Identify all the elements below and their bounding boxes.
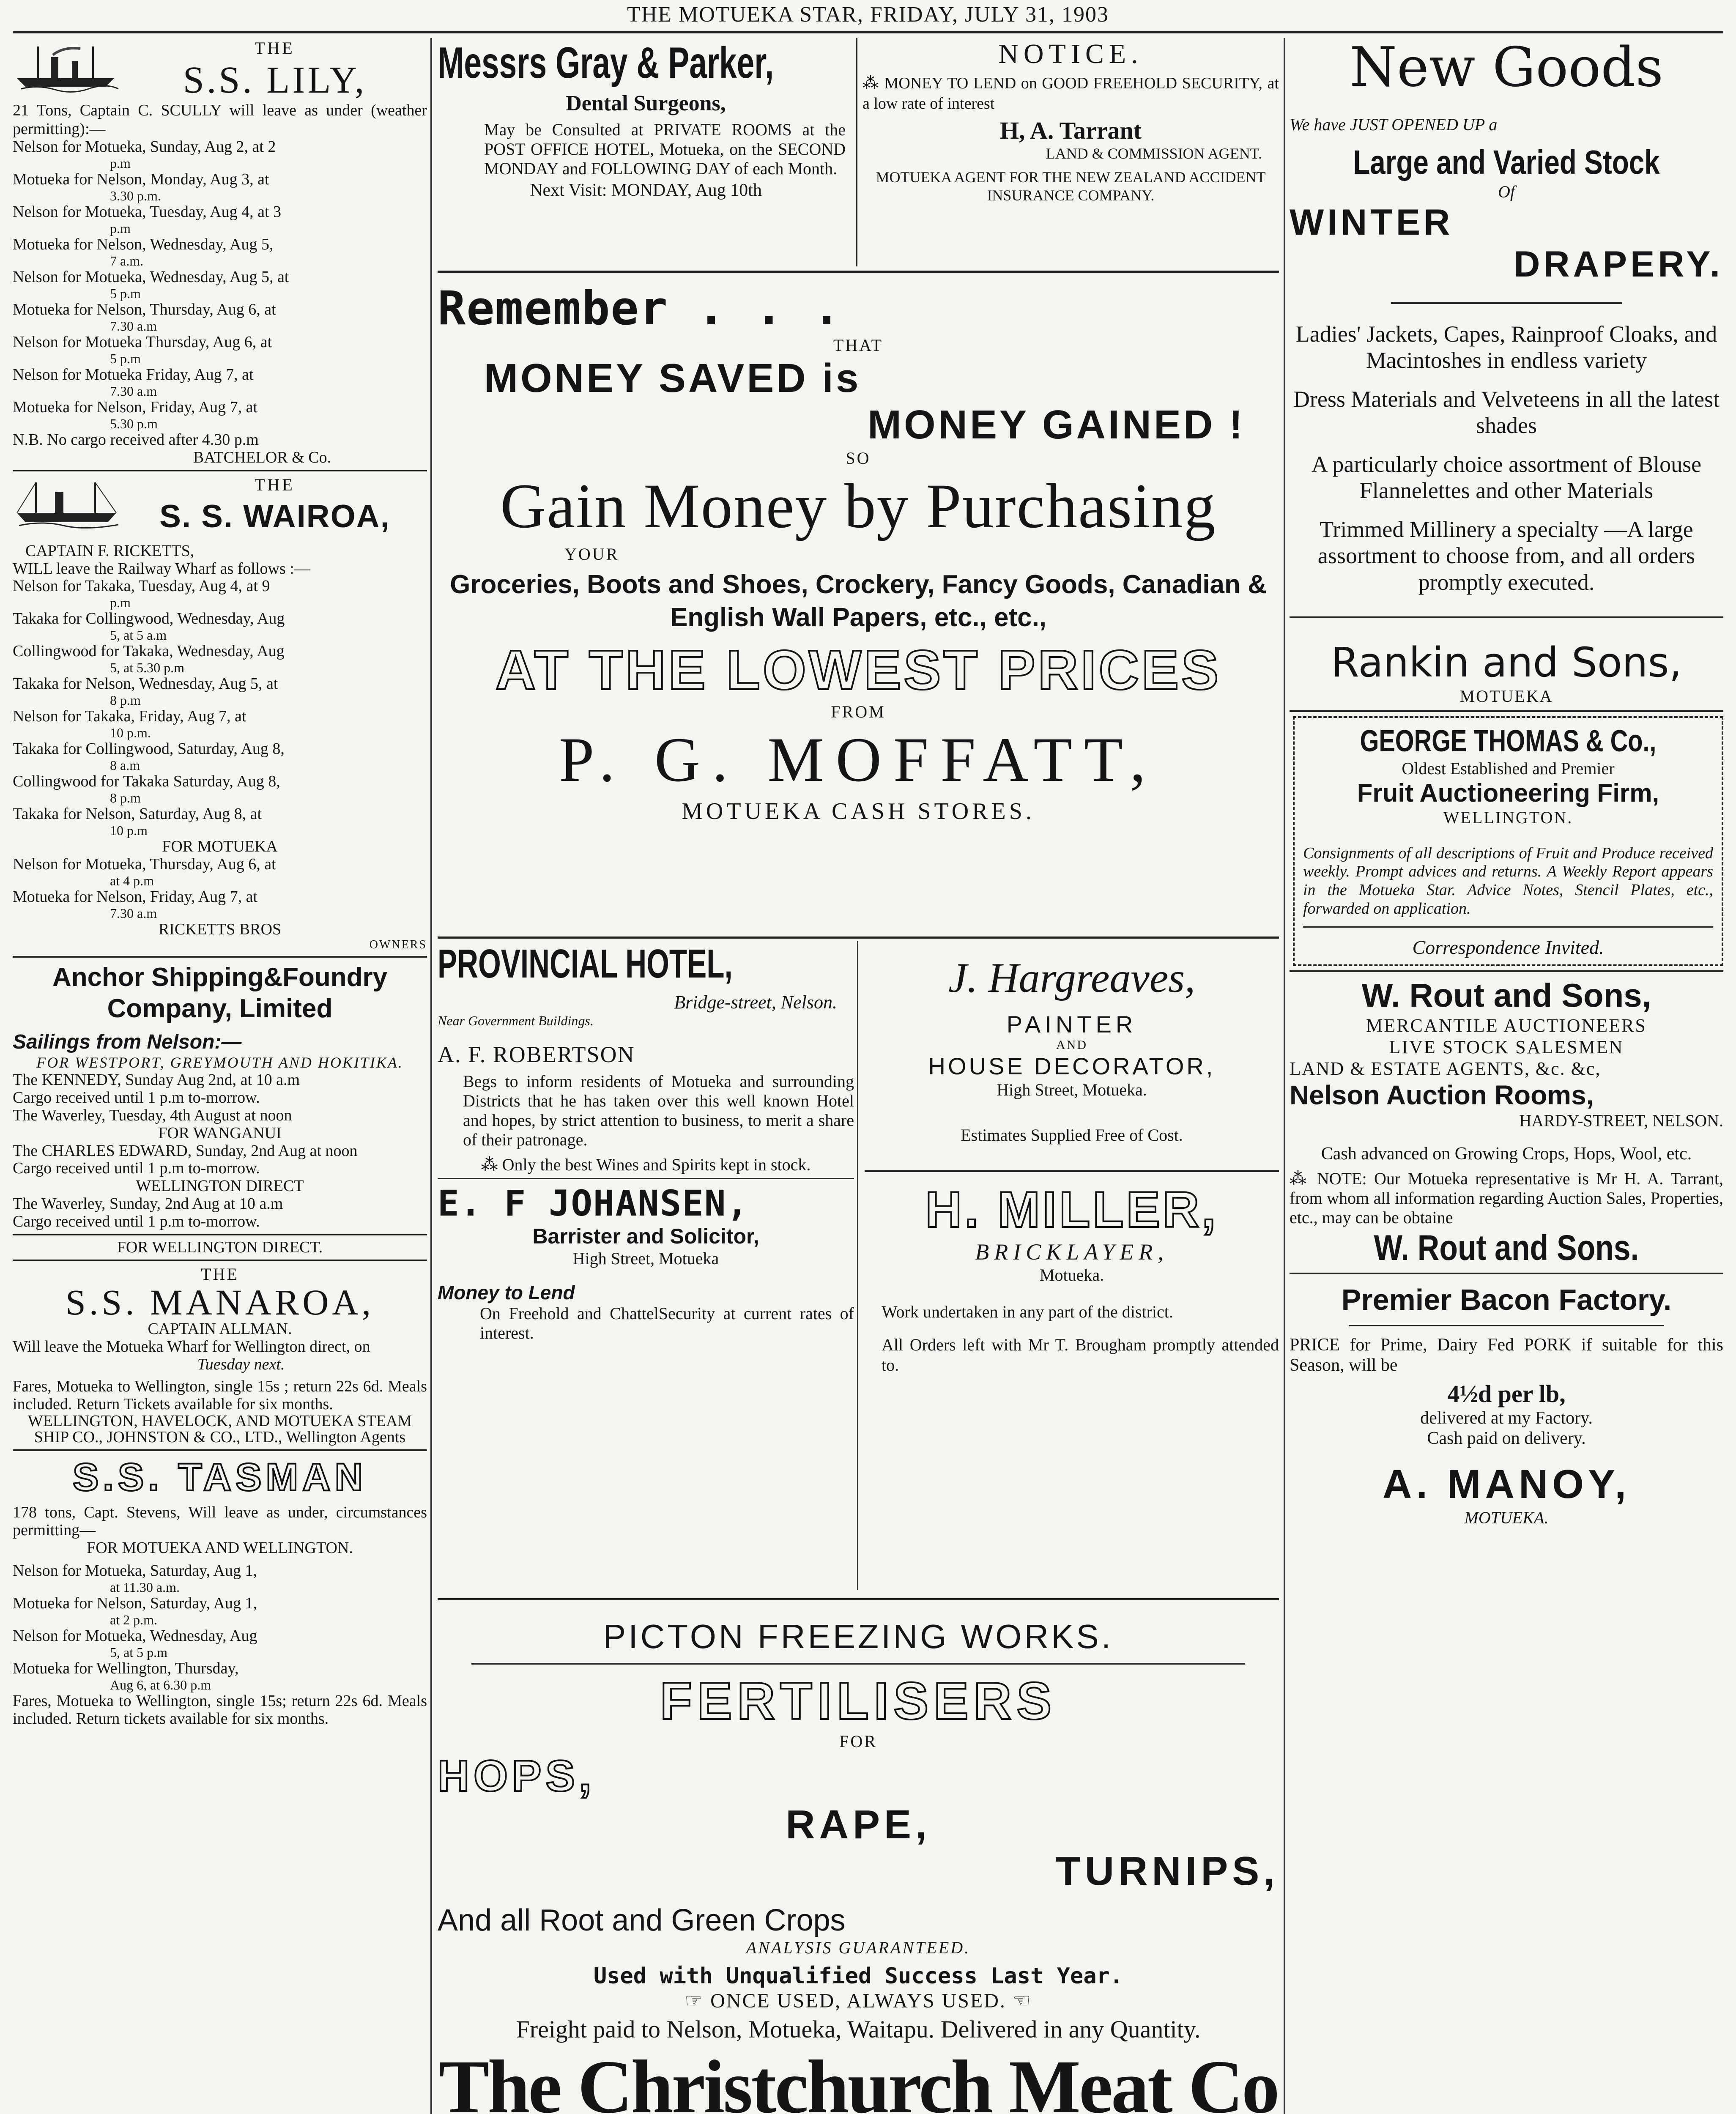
moffatt-that: THAT xyxy=(833,336,884,355)
timetable-route: Collingwood for Takaka, Wednesday, Aug xyxy=(13,642,285,660)
moffatt-your: YOUR xyxy=(564,545,619,564)
moffatt-gain: Gain Money by Purchasing xyxy=(500,471,1216,541)
timetable-time: 5 p.m xyxy=(110,351,141,367)
pointing-hand-right-icon: ☞ xyxy=(685,1990,704,2012)
timetable-time: p.m xyxy=(110,595,131,611)
wairoa-timetable xyxy=(13,578,427,838)
pointing-hand-left-icon: ☜ xyxy=(1012,1990,1032,2012)
timetable-time: 8 a.m xyxy=(110,758,140,773)
moffatt-saved: MONEY SAVED is xyxy=(484,356,861,401)
picton-used: Used with Unqualified Success Last Year. xyxy=(593,1963,1123,1989)
timetable-row xyxy=(13,708,427,740)
manaroa-text: Will leave the Motueka Wharf for Wellington direct, on xyxy=(13,1338,370,1356)
rout-l2: LIVE STOCK SALESMEN xyxy=(1389,1037,1624,1058)
rout-title: W. Rout and Sons, xyxy=(1361,977,1651,1014)
hargreaves-name: J. Hargreaves, xyxy=(948,954,1196,1001)
tasman-timetable xyxy=(13,1562,427,1692)
hargreaves-estimates: Estimates Supplied Free of Cost. xyxy=(961,1125,1183,1145)
divider xyxy=(13,1260,427,1261)
hargreaves-and: AND xyxy=(1056,1038,1087,1052)
rout-cash: Cash advanced on Growing Crops, Hops, Wool, etc. xyxy=(1321,1144,1692,1164)
timetable-time: 8 p.m xyxy=(110,693,141,708)
timetable-route: Nelson for Motueka, Wednesday, Aug 5, at xyxy=(13,268,289,286)
shipping-column xyxy=(13,38,427,2114)
moffatt-lowest: AT THE LOWEST PRICES xyxy=(495,639,1221,701)
thomas-city: WELLINGTON. xyxy=(1443,808,1573,827)
divider xyxy=(1303,926,1713,928)
picton-turnips: TURNIPS, xyxy=(1055,1848,1279,1894)
moffatt-remember: Remember . . . xyxy=(438,281,842,335)
picton-analysis: ANALYSIS GUARANTEED. xyxy=(746,1938,971,1957)
anchor-sailings-list xyxy=(13,1071,427,1124)
goods-title: New Goods xyxy=(1350,38,1663,99)
manaroa-fares: Fares, Motueka to Wellington, single 15s ; return 22s 6d. Meals included. Return Tickets available for six months. xyxy=(13,1377,427,1413)
timetable-row xyxy=(13,1562,427,1595)
left-mid-ads xyxy=(438,941,854,1596)
timetable-row xyxy=(13,171,427,203)
goods-drapery: DRAPERY. xyxy=(1514,244,1723,285)
anchor-title: Anchor Shipping&Foundry Company, Limited xyxy=(52,962,388,1024)
anchor-wanganui: FOR WANGANUI xyxy=(158,1124,282,1142)
timetable-time: 7.30 a.m xyxy=(110,318,157,334)
divider xyxy=(1290,710,1723,712)
timetable-time: 5 p.m xyxy=(110,286,141,301)
timetable-route: Nelson for Motueka, Saturday, Aug 1, xyxy=(13,1561,257,1580)
new-goods-ad xyxy=(1290,38,1723,706)
provincial-owner: A. F. ROBERTSON xyxy=(438,1042,635,1067)
timetable-row xyxy=(13,675,427,708)
timetable-time: 7.30 a.m xyxy=(110,905,157,921)
column-rule-2 xyxy=(1284,38,1285,2114)
timetable-route: Nelson for Motueka, Wednesday, Aug xyxy=(13,1627,257,1645)
manaroa-day: Tuesday next. xyxy=(197,1355,285,1373)
divider xyxy=(1290,616,1723,618)
timetable-route: Motueka for Wellington, Thursday, xyxy=(13,1659,239,1677)
timetable-route: Motueka for Nelson, Wednesday, Aug 5, xyxy=(13,235,274,254)
picton-root: And all Root and Green Crops xyxy=(438,1903,846,1937)
rout-and-sons-ad xyxy=(1290,976,1723,1268)
timetable-row xyxy=(13,578,427,610)
lily-ad xyxy=(13,38,427,467)
timetable-row xyxy=(13,399,427,431)
rout-signature: W. Rout and Sons. xyxy=(1374,1227,1639,1268)
timetable-route: Takaka for Collingwood, Wednesday, Aug xyxy=(13,610,285,628)
timetable-time: 5, at 5 p.m xyxy=(110,1644,167,1660)
timetable-route: Nelson for Motueka, Tuesday, Aug 4, at 3 xyxy=(13,203,282,221)
picton-freezing-ad xyxy=(438,1598,1279,2114)
timetable-route: Motueka for Nelson, Thursday, Aug 6, at xyxy=(13,301,276,319)
johansen-street: High Street, Motueka xyxy=(572,1249,719,1268)
bacon-cash: Cash paid on delivery. xyxy=(1427,1429,1586,1449)
moffatt-name: P. G. MOFFATT, xyxy=(559,725,1158,795)
picton-once: ONCE USED, ALWAYS USED. xyxy=(710,1990,1006,2012)
timetable-route: Collingwood for Takaka Saturday, Aug 8, xyxy=(13,772,280,791)
timetable-row xyxy=(13,268,427,301)
notice-title: NOTICE. xyxy=(998,38,1143,69)
lily-agent: BATCHELOR & Co. xyxy=(193,449,331,467)
rout-l3: LAND & ESTATE AGENTS, &c. &c, xyxy=(1290,1058,1601,1079)
johansen-role: Barrister and Solicitor, xyxy=(532,1224,759,1248)
anchor-wellington: WELLINGTON DIRECT xyxy=(136,1177,304,1195)
hargreaves-decorator: HOUSE DECORATOR, xyxy=(928,1053,1216,1079)
wairoa-the: THE xyxy=(255,475,295,494)
timetable-row xyxy=(13,334,427,366)
timetable-time: 3.30 p.m. xyxy=(110,188,161,204)
timetable-time: 5, at 5 a.m xyxy=(110,627,167,643)
timetable-time: p.m xyxy=(110,156,131,171)
johansen-body: On Freehold and ChattelSecurity at current rates of interest. xyxy=(480,1304,854,1342)
lily-timetable xyxy=(13,138,427,431)
thomas-correspondence: Correspondence Invited. xyxy=(1412,937,1604,958)
thomas-sub: Oldest Established and Premier xyxy=(1402,759,1615,778)
timetable-row xyxy=(13,856,427,888)
provincial-title: PROVINCIAL HOTEL, xyxy=(438,941,733,986)
timetable-line: The KENNEDY, Sunday Aug 2nd, at 10 a.m xyxy=(13,1071,300,1089)
steamship-illustration-icon xyxy=(13,42,123,93)
miller-work: Work undertaken in any part of the district. xyxy=(882,1302,1173,1321)
goods-stock: Large and Varied Stock xyxy=(1353,143,1660,181)
timetable-line: The CHARLES EDWARD, Sunday, 2nd Aug at noon xyxy=(13,1142,358,1160)
dental-next-visit: Next Visit: MONDAY, Aug 10th xyxy=(530,181,762,200)
george-thomas-ad xyxy=(1293,716,1723,967)
timetable-row xyxy=(13,1595,427,1627)
goods-opened: We have JUST OPENED UP a xyxy=(1290,115,1498,134)
provincial-body: Begs to inform residents of Motueka and surrounding Districts that he has taken over this well known Hotel and hopes, by strict attention to business, to merit a share of their patronage. xyxy=(463,1072,854,1149)
manaroa-company: WELLINGTON, HAVELOCK, AND MOTUEKA STEAM SHIP CO., JOHNSTON & CO., LTD., Wellington Agents xyxy=(27,1412,412,1446)
divider xyxy=(13,1234,427,1235)
notice-agent: MOTUEKA AGENT FOR THE NEW ZEALAND ACCIDENT INSURANCE COMPANY. xyxy=(876,169,1266,204)
timetable-time: at 2 p.m. xyxy=(110,1612,157,1627)
wairoa-ad xyxy=(13,475,427,952)
rout-l1: MERCANTILE AUCTIONEERS xyxy=(1366,1015,1647,1036)
timetable-time: at 4 p.m xyxy=(110,873,154,888)
provincial-hotel-ad xyxy=(438,941,854,1175)
tasman-destination: FOR MOTUEKA AND WELLINGTON. xyxy=(87,1539,353,1557)
rule xyxy=(857,941,858,1590)
timetable-route: Nelson for Motueka Friday, Aug 7, at xyxy=(13,366,254,384)
anchor-shipping-ad xyxy=(13,962,427,1231)
timetable-route: Motueka for Nelson, Friday, Aug 7, at xyxy=(13,888,258,906)
notice-line: ⁂ MONEY TO LEND on GOOD FREEHOLD SECURITY, at a low rate of interest xyxy=(863,74,1279,112)
picton-hops: HOPS, xyxy=(438,1752,596,1801)
wairoa-intro: WILL leave the Railway Wharf as follows :— xyxy=(13,559,310,578)
dental-subtitle: Dental Surgeons, xyxy=(566,91,726,115)
lily-name: S.S. LILY, xyxy=(183,59,367,101)
thomas-firm: Fruit Auctioneering Firm, xyxy=(1357,778,1659,807)
hargreaves-ad xyxy=(865,953,1279,1145)
provincial-wines: ⁂ Only the best Wines and Spirits kept in stock. xyxy=(481,1155,811,1174)
timetable-row xyxy=(13,1627,427,1660)
divider xyxy=(438,1178,854,1179)
moffatt-gained: MONEY GAINED ! xyxy=(868,402,1245,447)
lily-intro: 21 Tons, Captain C. SCULLY will leave as under (weather permitting):— xyxy=(13,101,427,138)
picton-rape: RAPE, xyxy=(786,1802,931,1847)
timetable-time: at 11.30 a.m. xyxy=(110,1579,180,1595)
bacon-title: Premier Bacon Factory. xyxy=(1341,1283,1672,1316)
lily-the: THE xyxy=(255,38,295,58)
rout-rooms: Nelson Auction Rooms, xyxy=(1290,1080,1594,1111)
wairoa-motueka-timetable xyxy=(13,856,427,921)
goods-p1: Ladies' Jackets, Capes, Rainproof Cloaks, and Macintoshes in endless variety xyxy=(1295,321,1717,373)
timetable-route: Nelson for Motueka, Thursday, Aug 6, at xyxy=(13,855,276,874)
masthead: THE MOTUEKA STAR, FRIDAY, JULY 31, 1903 xyxy=(627,3,1109,27)
miller-town: Motueka. xyxy=(1039,1265,1104,1284)
timetable-row xyxy=(13,740,427,773)
timetable-time: 5.30 p.m xyxy=(110,416,158,432)
timetable-route: Takaka for Nelson, Wednesday, Aug 5, at xyxy=(13,675,278,693)
timetable-row xyxy=(13,1660,427,1692)
manaroa-name: S.S. MANAROA, xyxy=(65,1282,375,1323)
timetable-row xyxy=(13,805,427,838)
bacon-factory-ad xyxy=(1290,1283,1723,1528)
wairoa-owners: OWNERS xyxy=(369,938,427,951)
timetable-route: Takaka for Nelson, Saturday, Aug 8, at xyxy=(13,805,262,823)
miller-role: BRICKLAYER, xyxy=(975,1239,1169,1265)
anchor-wellington-list xyxy=(13,1195,427,1231)
wairoa-captain: CAPTAIN F. RICKETTS, xyxy=(25,542,194,560)
picton-freight: Freight paid to Nelson, Motueka, Waitapu. Delivered in any Quantity. xyxy=(516,2015,1201,2043)
miller-name: H. MILLER, xyxy=(925,1181,1218,1238)
rout-note: ⁂ NOTE: Our Motueka representative is Mr H. A. Tarrant, from whom all information regarding Auction Sales, Properties, etc., may can be obtaine xyxy=(1290,1169,1723,1227)
hargreaves-street: High Street, Motueka. xyxy=(997,1080,1147,1099)
picton-company: The Christchurch Meat Co xyxy=(438,2044,1278,2114)
steamship-illustration-icon xyxy=(13,479,123,530)
picton-title: PICTON FREEZING WORKS. xyxy=(603,1618,1114,1655)
goods-town: MOTUEKA xyxy=(1459,686,1553,706)
lily-note: N.B. No cargo received after 4.30 p.m xyxy=(13,431,259,449)
timetable-row xyxy=(13,610,427,643)
dental-surgeons-ad xyxy=(438,38,854,266)
johansen-money: Money to Lend xyxy=(438,1282,575,1303)
timetable-line: Cargo received until 1 p.m to-morrow. xyxy=(13,1212,260,1230)
right-mid-ads xyxy=(865,941,1279,1596)
tasman-ad xyxy=(13,1455,427,1728)
timetable-time: 10 p.m. xyxy=(110,725,151,741)
divider xyxy=(471,1663,1245,1665)
masthead-rule xyxy=(13,31,1723,33)
timetable-row xyxy=(13,301,427,334)
manaroa-captain: CAPTAIN ALLMAN. xyxy=(148,1320,292,1338)
timetable-route: Takaka for Collingwood, Saturday, Aug 8, xyxy=(13,740,285,758)
manaroa-header: FOR WELLINGTON DIRECT. xyxy=(117,1238,323,1256)
divider xyxy=(1349,1325,1664,1326)
bacon-town: MOTUEKA. xyxy=(1464,1508,1549,1528)
notice-role: LAND & COMMISSION AGENT. xyxy=(1046,145,1262,162)
divider xyxy=(13,1449,427,1451)
divider xyxy=(13,956,427,958)
wairoa-for-motueka: FOR MOTUEKA xyxy=(162,838,278,856)
moffatt-goods: Groceries, Boots and Shoes, Crockery, Fancy Goods, Canadian & English Wall Papers, etc., etc., xyxy=(450,570,1267,632)
wairoa-agent: RICKETTS BROS xyxy=(158,920,282,939)
goods-winter: WINTER xyxy=(1290,202,1454,243)
timetable-route: Nelson for Motueka, Sunday, Aug 2, at 2 xyxy=(13,138,276,156)
column-rule-1 xyxy=(430,38,432,2114)
miller-orders: All Orders left with Mr T. Brougham promptly attended to. xyxy=(882,1335,1279,1375)
bacon-name: A. MANOY, xyxy=(1382,1462,1631,1507)
thomas-title: GEORGE THOMAS & Co., xyxy=(1360,724,1657,758)
tasman-fares: Fares, Motueka to Wellington, single 15s; return 22s 6d. Meals included. Return tickets available for six months. xyxy=(13,1692,427,1728)
tasman-intro: 178 tons, Capt. Stevens, Will leave as under, circumstances permitting— xyxy=(13,1503,427,1539)
timetable-time: p.m xyxy=(110,221,131,236)
timetable-route: Nelson for Takaka, Friday, Aug 7, at xyxy=(13,707,246,726)
lily-header xyxy=(13,38,427,101)
timetable-row xyxy=(13,888,427,921)
goods-of: Of xyxy=(1498,182,1515,201)
moffatt-ad xyxy=(438,271,1279,939)
goods-p4: Trimmed Millinery a specialty —A large assortment to choose from, and all orders promptly executed. xyxy=(1317,517,1695,595)
right-column xyxy=(1290,38,1723,2114)
timetable-line: Cargo received until 1 p.m to-morrow. xyxy=(13,1089,260,1107)
dental-body: May be Consulted at PRIVATE ROOMS at the POST OFFICE HOTEL, Motueka, on the SECOND MONDAY and FOLLOWING DAY of each Month. xyxy=(484,120,846,178)
johansen-ad xyxy=(438,1183,854,1343)
timetable-route: Nelson for Takaka, Tuesday, Aug 4, at 9 xyxy=(13,577,270,595)
anchor-destination: FOR WESTPORT, GREYMOUTH AND HOKITIKA. xyxy=(36,1054,403,1071)
rout-street: HARDY-STREET, NELSON. xyxy=(1519,1111,1723,1131)
timetable-row xyxy=(13,366,427,399)
goods-firm: Rankin and Sons, xyxy=(1331,638,1682,686)
thomas-body: Consignments of all descriptions of Fruit and Produce received weekly. Prompt advices and returns. A Weekly Report appears in the Motueka Star. Advice Notes, Stencil Plates, etc., forwarded on application. xyxy=(1303,844,1713,917)
tasman-name: S.S. TASMAN xyxy=(72,1456,367,1499)
picton-once-row xyxy=(438,1989,1279,2013)
rule xyxy=(856,38,857,266)
manaroa-the: THE xyxy=(201,1265,239,1284)
moffatt-from: FROM xyxy=(831,702,886,721)
provincial-street: Bridge-street, Nelson. xyxy=(674,992,837,1013)
timetable-time: Aug 6, at 6.30 p.m xyxy=(110,1677,211,1692)
timetable-row xyxy=(13,138,427,171)
bacon-delivered: delivered at my Factory. xyxy=(1420,1408,1593,1428)
timetable-time: 8 p.m xyxy=(110,790,141,806)
wairoa-name: S. S. WAIROA, xyxy=(159,498,390,534)
timetable-time: 7.30 a.m xyxy=(110,383,157,399)
notice-ad xyxy=(863,38,1279,266)
dental-title: Messrs Gray & Parker, xyxy=(438,38,774,88)
divider xyxy=(13,470,427,471)
miller-ad xyxy=(865,1180,1279,1375)
timetable-row xyxy=(13,643,427,675)
center-column xyxy=(438,38,1279,2114)
notice-name: H, A. Tarrant xyxy=(999,117,1142,144)
wairoa-header xyxy=(13,475,427,542)
moffatt-stores: MOTUEKA CASH STORES. xyxy=(682,798,1035,824)
anchor-sailings: Sailings from Nelson:— xyxy=(13,1031,242,1054)
anchor-wanganui-list xyxy=(13,1142,427,1178)
timetable-time: 7 a.m. xyxy=(110,253,144,269)
timetable-line: The Waverley, Tuesday, 4th August at noon xyxy=(13,1106,292,1125)
timetable-line: The Waverley, Sunday, 2nd Aug at 10 a.m xyxy=(13,1195,283,1213)
goods-p2: Dress Materials and Velveteens in all the latest shades xyxy=(1293,386,1720,438)
moffatt-so: SO xyxy=(846,449,871,468)
timetable-row xyxy=(13,773,427,805)
divider xyxy=(1290,970,1723,972)
manaroa-ad xyxy=(13,1239,427,1446)
bacon-price: PRICE for Prime, Dairy Fed PORK if suitable for this Season, will be xyxy=(1290,1335,1723,1375)
picton-fertilisers: FERTILISERS xyxy=(660,1672,1057,1731)
timetable-row xyxy=(13,203,427,236)
divider xyxy=(865,1170,1279,1172)
timetable-line: Cargo received until 1 p.m to-morrow. xyxy=(13,1159,260,1177)
provincial-near: Near Government Buildings. xyxy=(438,1013,594,1028)
johansen-name: E. F JOHANSEN, xyxy=(438,1183,749,1224)
timetable-time: 5, at 5.30 p.m xyxy=(110,660,184,676)
timetable-route: Motueka for Nelson, Monday, Aug 3, at xyxy=(13,170,269,189)
divider xyxy=(1290,1273,1723,1274)
divider xyxy=(1391,302,1622,304)
picton-for: FOR xyxy=(839,1732,877,1751)
timetable-route: Motueka for Nelson, Saturday, Aug 1, xyxy=(13,1594,257,1612)
goods-p3: A particularly choice assortment of Blouse Flannelettes and other Materials xyxy=(1311,452,1702,504)
timetable-row xyxy=(13,236,427,268)
hargreaves-painter: PAINTER xyxy=(1006,1011,1137,1038)
timetable-route: Nelson for Motueka Thursday, Aug 6, at xyxy=(13,333,272,351)
timetable-route: Motueka for Nelson, Friday, Aug 7, at xyxy=(13,398,258,416)
timetable-time: 10 p.m xyxy=(110,823,148,838)
bacon-amount: 4½d per lb, xyxy=(1447,1380,1566,1408)
